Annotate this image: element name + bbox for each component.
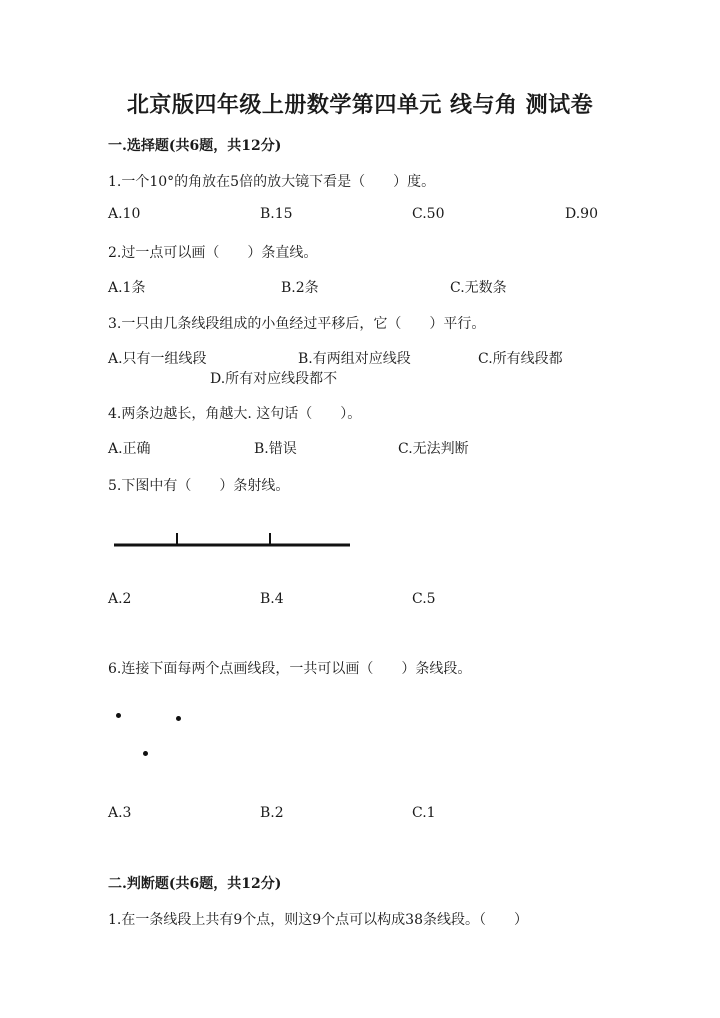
question-2-text: 2.过一点可以画（ ）条直线。 bbox=[108, 245, 318, 261]
q2-option-c[interactable]: C.无数条 bbox=[450, 280, 507, 296]
question-5-text: 5.下图中有（ ）条射线。 bbox=[108, 478, 290, 494]
q3-option-d[interactable]: D.所有对应线段都不 bbox=[210, 371, 338, 387]
figure-point-3 bbox=[143, 751, 148, 756]
q5-option-c[interactable]: C.5 bbox=[412, 591, 436, 607]
figure-point-1 bbox=[116, 713, 121, 718]
q2-option-a[interactable]: A.1条 bbox=[108, 280, 146, 296]
figure-point-2 bbox=[176, 716, 181, 721]
q3-option-c[interactable]: C.所有线段都 bbox=[478, 351, 563, 367]
q5-option-b[interactable]: B.4 bbox=[260, 591, 284, 607]
q4-option-a[interactable]: A.正确 bbox=[108, 441, 151, 457]
q3-option-a[interactable]: A.只有一组线段 bbox=[108, 351, 207, 367]
page-title: 北京版四年级上册数学第四单元 线与角 测试卷 bbox=[126, 92, 594, 118]
question-3-text: 3.一只由几条线段组成的小鱼经过平移后，它（ ）平行。 bbox=[108, 316, 486, 332]
section-heading-choice: 一.选择题(共6题，共12分) bbox=[108, 138, 282, 154]
q5-option-a[interactable]: A.2 bbox=[108, 591, 132, 607]
question-6-text: 6.连接下面每两个点画线段，一共可以画（ ）条线段。 bbox=[108, 661, 472, 677]
q1-option-c[interactable]: C.50 bbox=[412, 206, 445, 222]
judgement-question-1-text: 1.在一条线段上共有9个点，则这9个点可以构成38条线段。（ ） bbox=[108, 912, 528, 928]
q2-option-b[interactable]: B.2条 bbox=[281, 280, 319, 296]
question-1-text: 1.一个10°的角放在5倍的放大镜下看是（ ）度。 bbox=[108, 174, 436, 190]
q1-option-b[interactable]: B.15 bbox=[260, 206, 293, 222]
q6-option-c[interactable]: C.1 bbox=[412, 805, 436, 821]
q1-option-d[interactable]: D.90 bbox=[565, 206, 598, 222]
section-heading-judgement: 二.判断题(共6题，共12分) bbox=[108, 876, 282, 892]
q1-option-a[interactable]: A.10 bbox=[108, 206, 141, 222]
question-4-text: 4.两条边越长，角越大. 这句话（ ）。 bbox=[108, 406, 362, 422]
q4-option-c[interactable]: C.无法判断 bbox=[398, 441, 469, 457]
q4-option-b[interactable]: B.错误 bbox=[254, 441, 297, 457]
q6-option-a[interactable]: A.3 bbox=[108, 805, 132, 821]
q3-option-b[interactable]: B.有两组对应线段 bbox=[298, 351, 411, 367]
ray-figure bbox=[110, 528, 360, 552]
q6-option-b[interactable]: B.2 bbox=[260, 805, 284, 821]
